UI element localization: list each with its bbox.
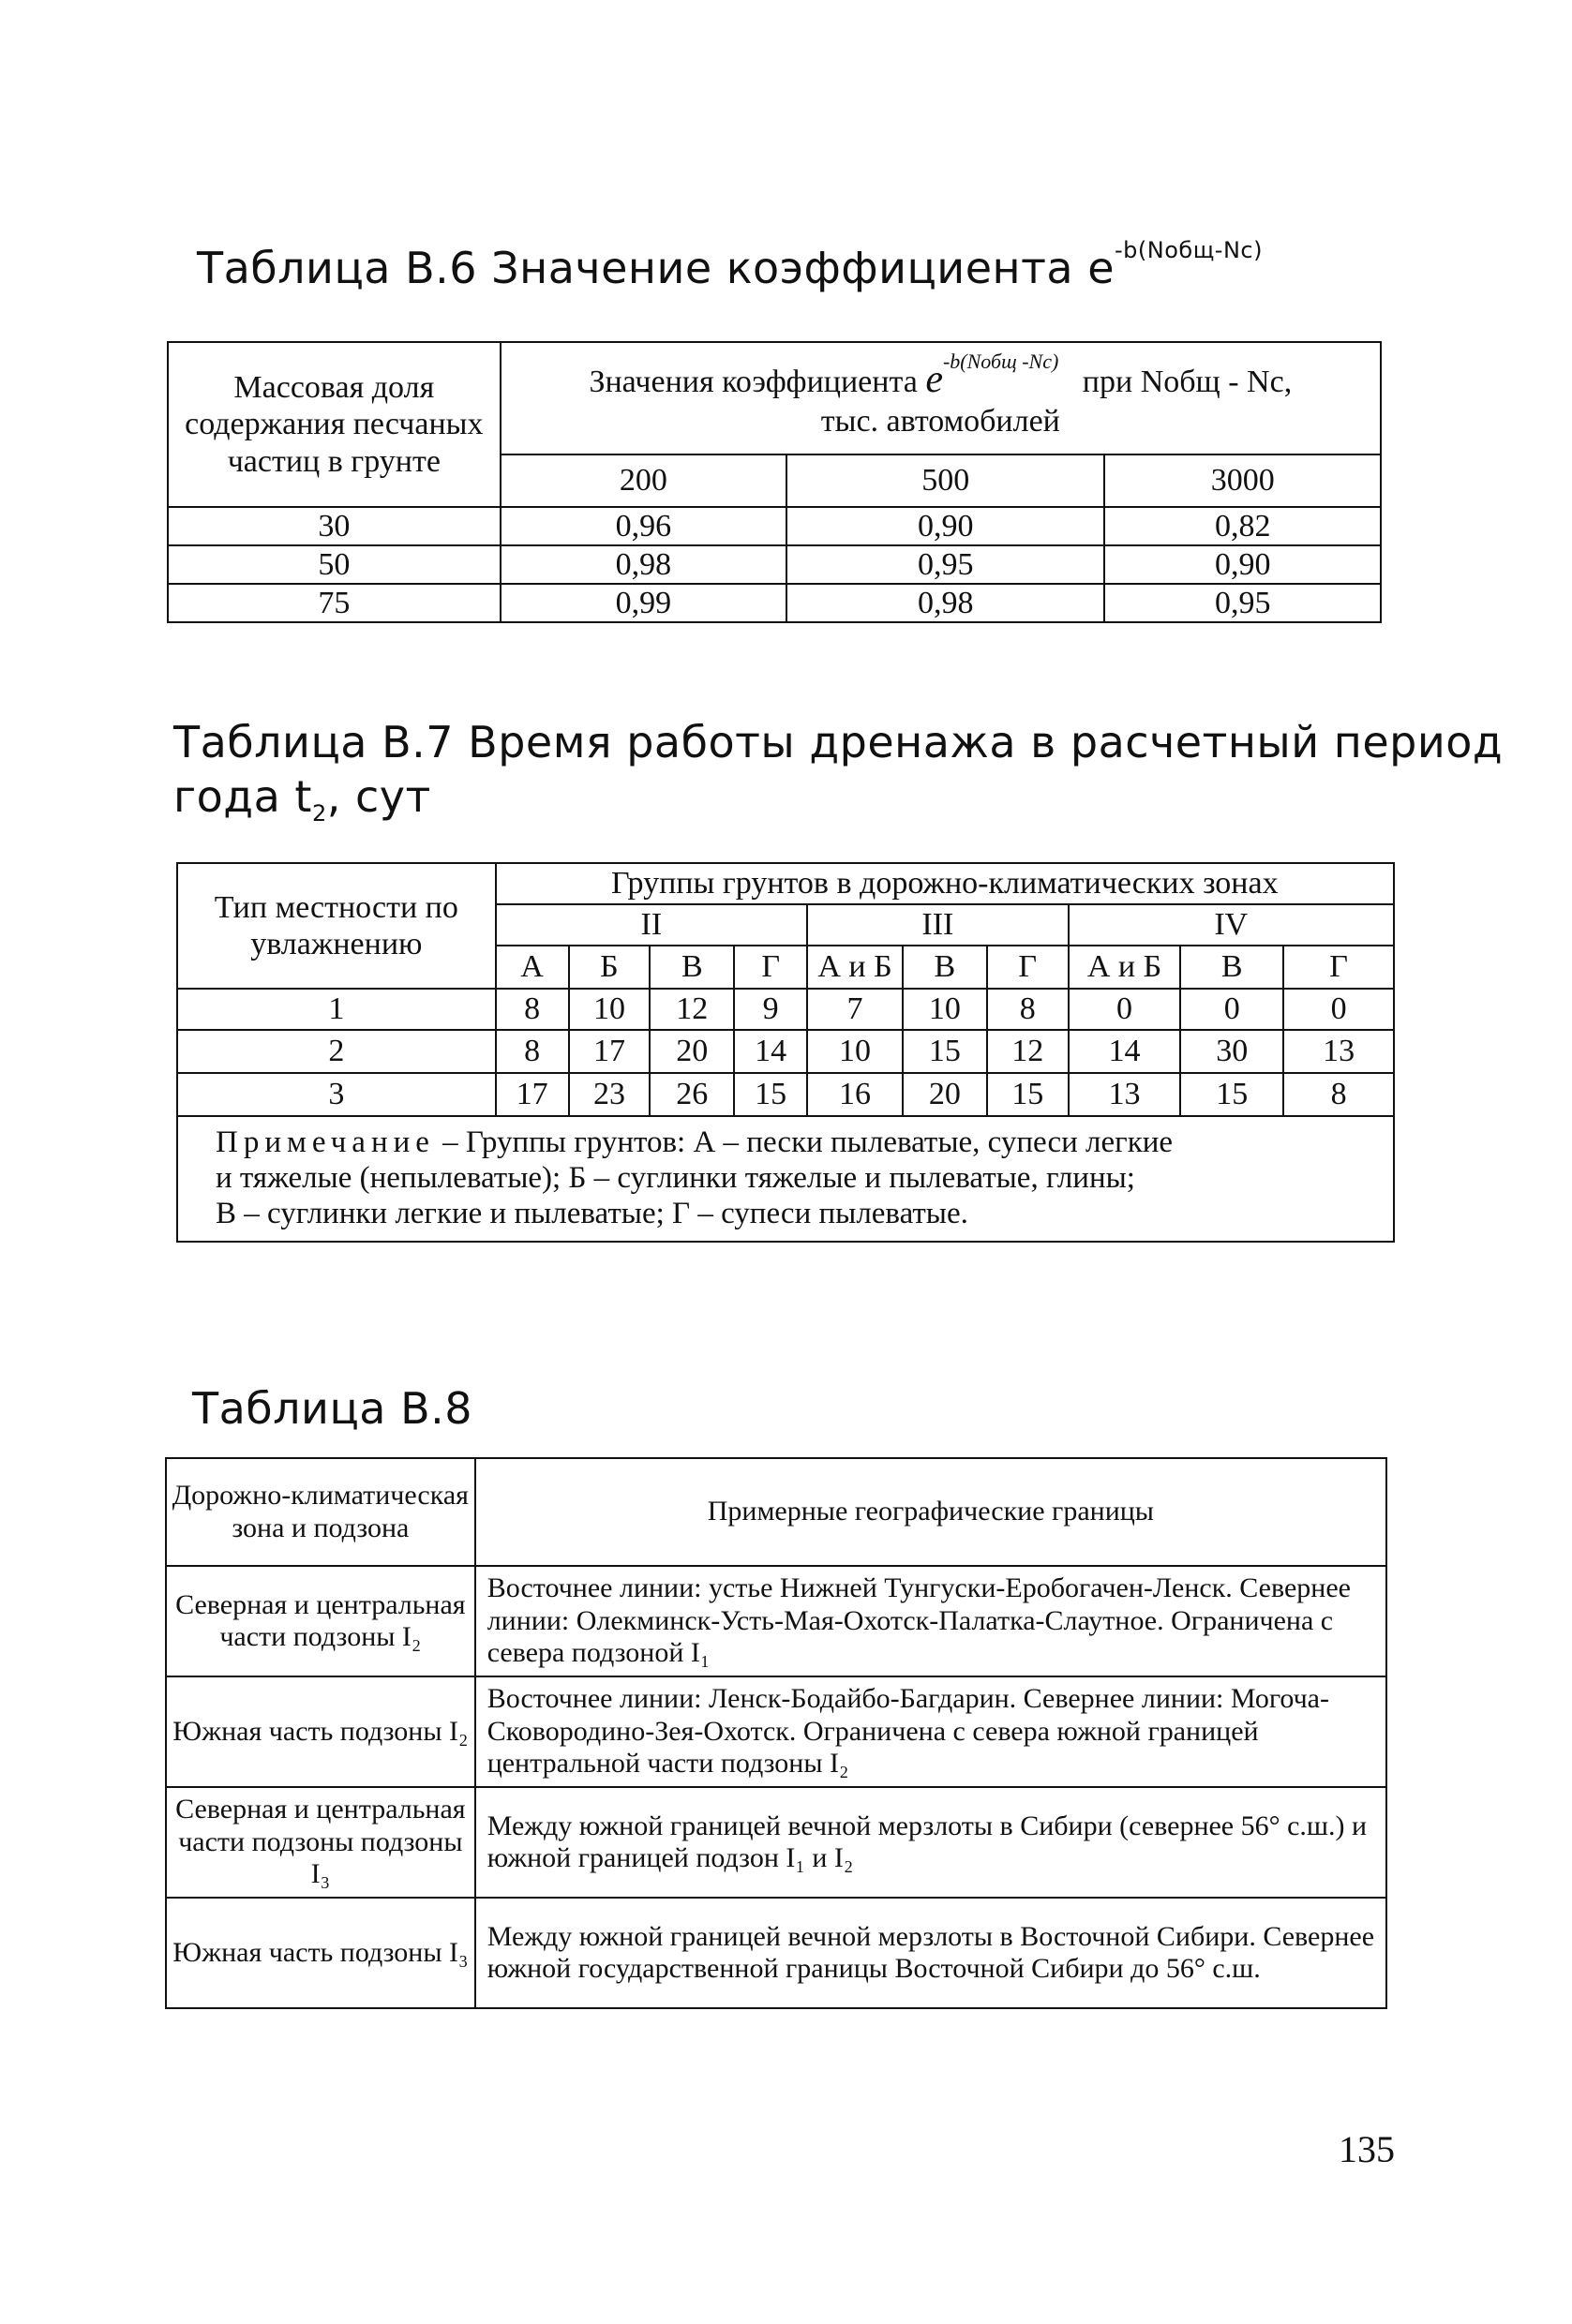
table6-head-main: Значения коэффициента $e^{-b(Nобщ -Nc)}$ при Nобщ - Nc, тыс. автомобилей [501,342,1381,454]
zone-II: II [496,904,807,946]
table-row: 50 0,98 0,95 0,90 [168,545,1381,584]
head-exp: $e^{-b(Nобщ -Nc)}$ [925,350,1059,402]
table7-head-type: Тип местности по увлажнению [177,863,496,989]
table-row: 75 0,99 0,98 0,95 [168,584,1381,622]
table6 [167,341,1382,623]
table-row: Южная часть подзоны I₃ Между южной границей вечной мерзлоты в Восточной Сибири. Севернее южной государственной границы Восточной Сибири до 56° с.ш. [166,1898,1386,2008]
table-row: Южная часть подзоны I₂ Восточнее линии: Ленск-Бодайбо-Багдарин. Севернее линии: Могоча-Сковородино-Зея-Охотск. Ограничена с севера южной границей центральной части подзоны I₂ [166,1676,1386,1787]
table7-head-groups: Группы грунтов в дорожно-климатических зонах [496,863,1394,904]
table7-note: Примечание – Группы грунтов: А – пески пылеватые, супеси легкие и тяжелые (непылеватые); Б – суглинки тяжелые и пылеватые, глины; В – суглинки легкие и пылеватые; Г – супеси пылеватые. [177,1116,1394,1242]
table6-col-3000: 3000 [1104,454,1381,507]
table-row: 2 8 17 20 14 10 15 12 14 30 13 [177,1030,1394,1073]
table8-head-bounds: Примерные географические границы [475,1458,1386,1566]
table-row: 3 17 23 26 15 16 20 15 13 15 8 [177,1073,1394,1116]
table-row: Северная и центральная части подзоны I₂ Восточнее линии: устье Нижней Тунгуски-Еробогачен-Ленск. Севернее линии: Олекминск-Усть-Мая-Охотск-Палатка-Слаутное. Ограничена с севера подзоной I₁ [166,1566,1386,1676]
zone-IV: IV [1069,904,1394,946]
table6-col-200: 200 [501,454,786,507]
table-row: 1 8 10 12 9 7 10 8 0 0 0 [177,989,1394,1030]
table6-caption: Таблица В.6 Значение коэффициента $e^{-b(Nобщ-Nc)}$ [197,237,1263,293]
table8 [165,1457,1387,2009]
table7: Тип местности по увлажнению Группы грунтов в дорожно-климатических зонах II III IV А Б В Г А и Б В Г А и Б В Г 1 8 10 12 9 7 10 8 0 0 0 2 8 17 20 14 10 15 12 14 30 13 3 17 23 26 15 16 20 15 13 15 8 Примечание – Группы грунтов: А – пески пылеватые, супеси легкие и тяжелые (непылеватые); Б – суглинки тяжелые и пылеватые, глины; В – суглинки легкие и пылеватые; Г – супеси пылеватые. [176,862,1395,1243]
caption-exp-sup: -b(Nобщ-Nc) [1115,237,1263,263]
table7-caption: Таблица В.7 Время работы дренажа в расчетный период года $t_2$, сут [173,717,1504,827]
table-row: 30 0,96 0,90 0,82 [168,507,1381,545]
table6-head-share: Массовая доля содержания песчаных частиц в грунте [168,342,501,507]
page-number: 135 [1339,2128,1395,2170]
caption-exp-base: e [1087,243,1115,293]
note-label: Примечание [216,1125,435,1160]
table8-head-zone: Дорожно-климатическая зона и подзона [166,1458,475,1566]
table-row: Северная и центральная части подзоны подзоны I₃ Между южной границей вечной мерзлоты в Сибири (севернее 56° с.ш.) и южной границей подзон I₁ и I₂ [166,1787,1386,1898]
table8-caption: Таблица В.8 [192,1383,473,1434]
zone-III: III [807,904,1069,946]
table6-col-500: 500 [786,454,1104,507]
